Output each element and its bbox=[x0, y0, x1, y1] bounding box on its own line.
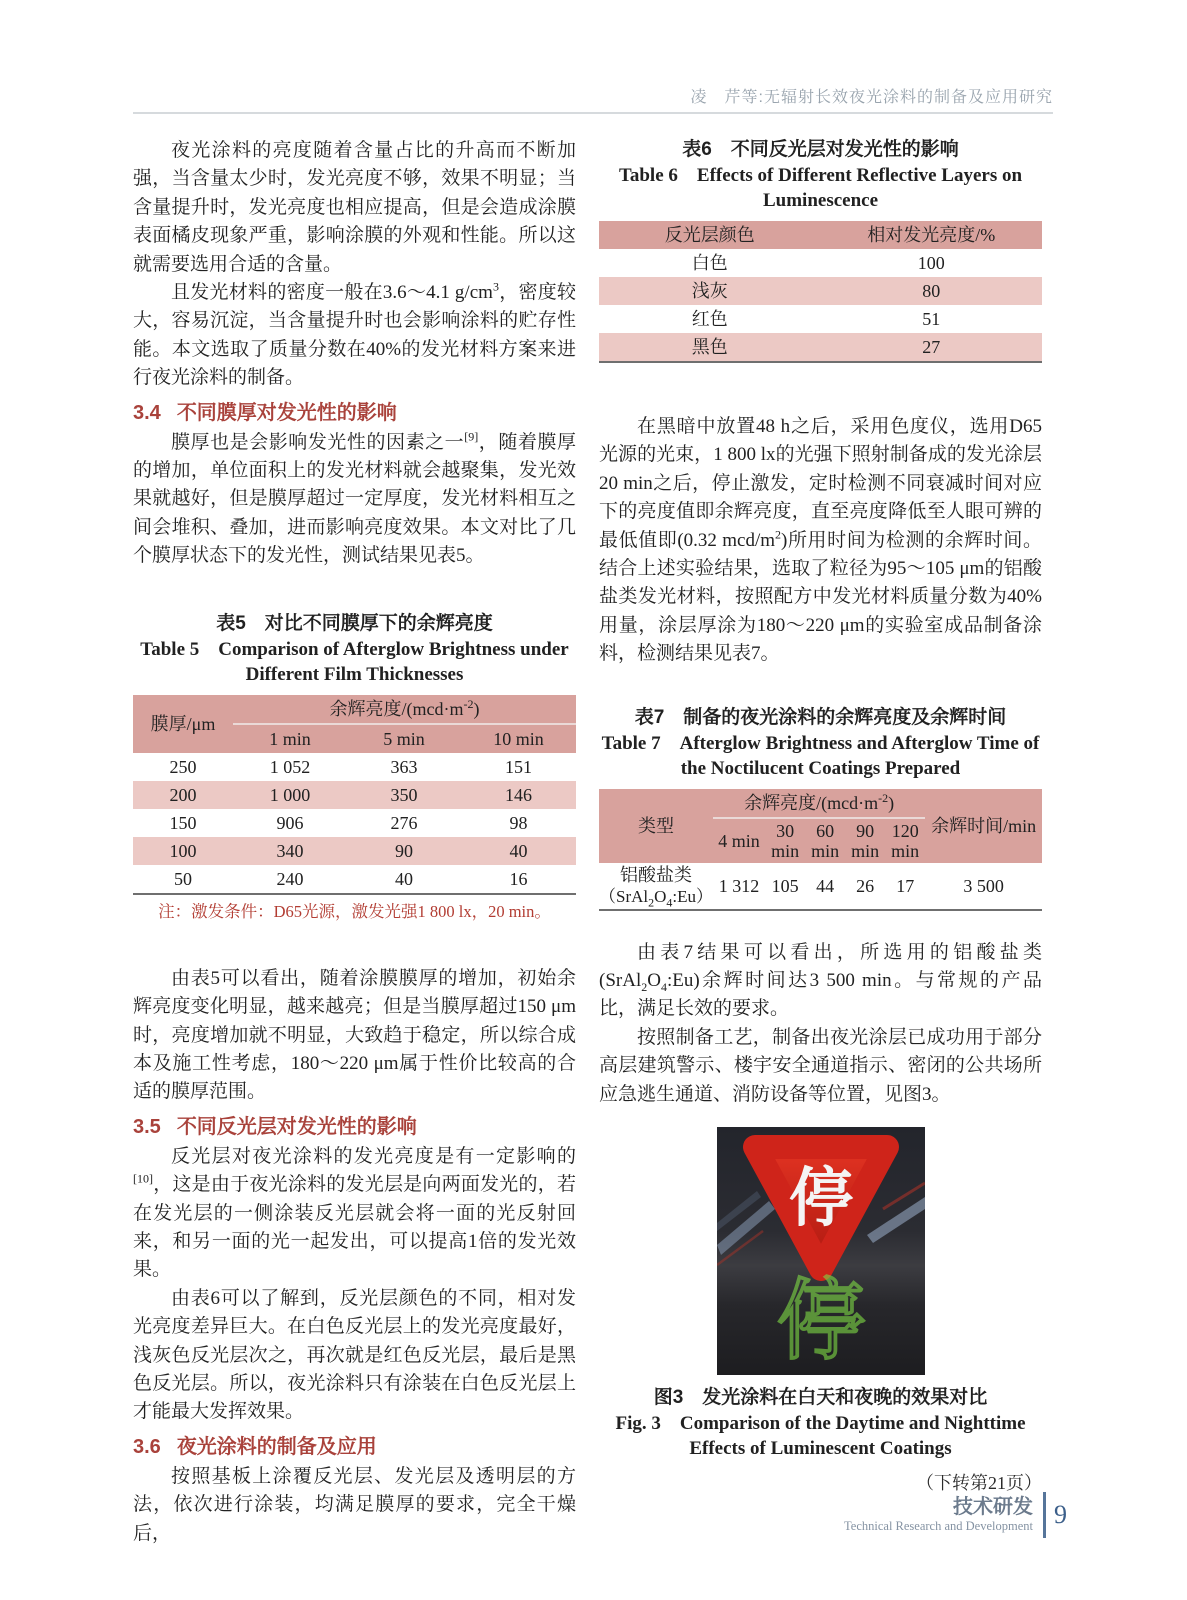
section-number: 3.5 bbox=[133, 1115, 161, 1138]
table-cell: 红色 bbox=[691, 309, 728, 329]
table5-note: 注：激发条件：D65光源，激发光强1 800 lx，20 min。 bbox=[158, 901, 551, 921]
table-cell: 250 bbox=[169, 756, 197, 777]
table-cell: 1 052 bbox=[269, 756, 311, 777]
section-heading-3-5 bbox=[133, 1113, 576, 1141]
table-cell: 浅灰 bbox=[599, 277, 821, 305]
table-cell: 150 bbox=[169, 812, 197, 833]
table7-subheader: 60 min bbox=[805, 818, 845, 863]
section-heading-3-6 bbox=[133, 1433, 576, 1461]
table7-header bbox=[599, 789, 1042, 863]
paragraph: 且发光材料的密度一般在3.6～4.1 $g/cm^3$，密度较大，容易沉淀，当含量提升时也会影响涂料的贮存性能。本文选取了质量分数在40%的发光材料方案来进行夜光涂料的制备。 bbox=[133, 279, 576, 389]
table5-block bbox=[133, 611, 576, 923]
table6-col-header: 相对发光亮度/% bbox=[821, 221, 1043, 249]
table-cell: 340 bbox=[233, 837, 347, 865]
table-cell: 240 bbox=[276, 868, 304, 889]
figure3-caption-zh: 图3 发光涂料在白天和夜晚的效果对比 bbox=[653, 1387, 988, 1409]
paragraph: 由表7结果可以看出，所选用的铝酸盐类$(SrAl_2O_4:Eu)$余辉时间达3 500 min。与常规的产品比，满足长效的要求。 bbox=[599, 941, 1042, 1020]
table7-col-type: 类型 bbox=[599, 789, 713, 863]
table5-subheader: 1 min bbox=[233, 724, 347, 753]
table7-col-time: 余辉时间/min bbox=[925, 789, 1042, 863]
table6-caption-en: Table 6 Effects of Different Reflective Layers on Luminescence bbox=[618, 165, 1023, 211]
footer-section-en: Technical Research and Development bbox=[844, 1519, 1033, 1533]
type-line2: $(SrAl_2O_4:Eu)$ bbox=[599, 886, 714, 910]
table7 bbox=[599, 789, 1042, 911]
table-cell: 80 bbox=[821, 277, 1043, 305]
table7-subheader: 120 min bbox=[885, 818, 925, 863]
section-title: 不同膜厚对发光性的影响 bbox=[176, 401, 397, 424]
table6-header bbox=[599, 221, 1042, 249]
table-cell: 27 bbox=[821, 333, 1043, 362]
section-number: 3.4 bbox=[133, 401, 161, 424]
table7-subheader: 90 min bbox=[845, 818, 885, 863]
table5-subheader: 5 min bbox=[347, 724, 461, 753]
table-row bbox=[133, 781, 576, 809]
table-cell: 276 bbox=[390, 812, 418, 833]
table-cell: 26 bbox=[856, 875, 875, 896]
stop-sign-photo bbox=[717, 1127, 925, 1375]
table7-subheader: 30 min bbox=[765, 818, 805, 863]
figure3 bbox=[717, 1127, 925, 1375]
table5-group-header: 余辉亮度$/(mcd\cdot m^{-2})$ bbox=[233, 695, 576, 724]
table-cell: 146 bbox=[461, 781, 576, 809]
table-row bbox=[133, 753, 576, 781]
table6 bbox=[599, 221, 1042, 363]
table-cell: 100 bbox=[917, 253, 945, 273]
table5-col-header: 膜厚/μm bbox=[133, 695, 233, 753]
table5 bbox=[133, 695, 576, 895]
table-cell: 50 bbox=[174, 868, 192, 889]
table6-col-header: 反光层颜色 bbox=[599, 221, 821, 249]
table-cell: 44 bbox=[816, 875, 835, 896]
table7-subheader: 4 min bbox=[713, 818, 765, 863]
table7-caption-en: Table 7 Afterglow Brightness and Afterglow Time of the Noctilucent Coatings Prepared bbox=[601, 732, 1040, 779]
table5-header bbox=[133, 695, 576, 753]
table-cell: 1 312 bbox=[718, 875, 760, 896]
paragraph: 由表5可以看出，随着涂膜膜厚的增加，初始余辉亮度变化明显，越来越亮；但是当膜厚超过150 μm时，亮度增加就不明显，大致趋于稳定，所以综合成本及施工性考虑，180～220 μm属于性价比较高的合适的膜厚范围。 bbox=[133, 967, 576, 1103]
paragraph: 在黑暗中放置48 h之后，采用色度仪，选用D65光源的光束，1 800 lx的光强下照射制备成的发光涂层20 min之后，停止激发，定时检测不同衰减时间对应下的亮度值即余辉亮度，直至亮度降低至人眼可辨的最低值即(0.32 mcd/$m^2$)所用时间为检测的余辉时间。结合上述实验结果，选取了粒径为95～105 μm的铝酸盐类发光材料，按照配方中发光材料质量分数为40%用量，涂层厚涂为180～220 μm的实验室成品制备涂料，检测结果见表7。 bbox=[599, 416, 1042, 665]
table6-block bbox=[599, 137, 1042, 363]
section-number: 3.6 bbox=[133, 1435, 161, 1458]
table-cell: 1 000 bbox=[233, 781, 347, 809]
type-line1: 铝酸盐类 bbox=[620, 864, 692, 885]
table5-caption-en: Table 5 Comparison of Afterglow Brightness under Different Film Thicknesses bbox=[140, 638, 569, 685]
section-title: 不同反光层对发光性的影响 bbox=[176, 1115, 417, 1138]
section-heading-3-4 bbox=[133, 399, 576, 427]
table-cell: 151 bbox=[505, 756, 532, 777]
table-cell: 906 bbox=[276, 812, 304, 833]
paragraph: 按照制备工艺，制备出夜光涂层已成功用于部分高层建筑警示、楼宇安全通道指示、密闭的公共场所应急逃生通道、消防设备等位置，见图3。 bbox=[599, 1026, 1042, 1105]
table-cell: 黑色 bbox=[599, 333, 821, 362]
paragraph: 反光层对夜光涂料的发光亮度是有一定影响的[10]，这是由于夜光涂料的发光层是向两面发光的，若在发光层的一侧涂装反光层就会将一面的光反射回来，和另一面的光一起发出，可以提高1倍的发光效果。 bbox=[133, 1145, 576, 1281]
paragraph: 膜厚也是会影响发光性的因素之一[9]，随着膜厚的增加，单位面积上的发光材料就会越聚集，发光效果就越好，但是膜厚超过一定厚度，发光材料相互之间会堆积、叠加，进而影响亮度效果。本文对比了几个膜厚状态下的发光性，测试结果见表5。 bbox=[133, 429, 576, 567]
table-cell: 17 bbox=[896, 875, 915, 896]
table-cell-type bbox=[599, 863, 713, 910]
continuation-note: （下转第21页） bbox=[916, 1473, 1042, 1494]
footer-section bbox=[844, 1496, 1043, 1534]
table-cell: 51 bbox=[922, 309, 941, 329]
figure3-caption-en: Fig. 3 Comparison of the Daytime and Nighttime Effects of Luminescent Coatings bbox=[615, 1413, 1026, 1460]
table-row bbox=[133, 809, 576, 837]
table6-caption-zh: 表6 不同反光层对发光性的影响 bbox=[682, 139, 959, 160]
table7-block bbox=[599, 705, 1042, 911]
paragraph: 夜光涂料的亮度随着含量占比的升高而不断加强，当含量太少时，发光亮度不够，效果不明显；当含量提升时，发光亮度也相应提高，但是会造成涂膜表面橘皮现象严重，影响涂膜的外观和性能。所以这就需要选用合适的含量。 bbox=[133, 140, 576, 275]
table5-caption-zh: 表5 对比不同膜厚下的余辉亮度 bbox=[216, 612, 493, 634]
table5-subheader: 10 min bbox=[461, 724, 576, 753]
table-cell: 16 bbox=[509, 868, 528, 889]
paragraph: 按照基板上涂覆反光层、发光层及透明层的方法，依次进行涂装，均满足膜厚的要求，完全干燥后， bbox=[133, 1465, 576, 1544]
footer-section-zh: 技术研发 bbox=[953, 1496, 1033, 1518]
table-cell: 40 bbox=[461, 837, 576, 865]
table-row bbox=[599, 249, 1042, 277]
left-column bbox=[133, 133, 576, 1548]
running-head: 凌 芹等:无辐射长效夜光涂料的制备及应用研究 bbox=[690, 89, 1053, 106]
table-cell: 3 500 bbox=[963, 875, 1004, 896]
table-cell: 105 bbox=[771, 875, 799, 896]
table-cell: 98 bbox=[509, 812, 528, 833]
table-row bbox=[599, 333, 1042, 362]
stop-char-day: 停 bbox=[788, 1162, 853, 1235]
table-cell: 363 bbox=[390, 756, 418, 777]
table-row bbox=[133, 865, 576, 894]
table-row bbox=[599, 305, 1042, 333]
table7-group-header: 余辉亮度$/(mcd\cdot m^{-2})$ bbox=[713, 789, 925, 818]
table7-caption-zh: 表7 制备的夜光涂料的余辉亮度及余辉时间 bbox=[634, 706, 1007, 728]
paragraph: 由表6可以了解到，反光层颜色的不同，相对发光亮度差异巨大。在白色反光层上的发光亮度最好，浅灰色反光层次之，再次就是红色反光层，最后是黑色反光层。所以，夜光涂料只有涂装在白色反光层上才能最大发挥效果。 bbox=[133, 1287, 576, 1423]
table-cell: 40 bbox=[395, 868, 413, 889]
stop-char-night-glow: 停 bbox=[776, 1271, 865, 1371]
right-column bbox=[599, 133, 1042, 1498]
table-cell: 白色 bbox=[691, 253, 728, 273]
table-row bbox=[599, 277, 1042, 305]
table-cell: 100 bbox=[133, 837, 233, 865]
header-rule bbox=[133, 112, 1053, 114]
table-cell: 90 bbox=[347, 837, 461, 865]
table-cell: 200 bbox=[133, 781, 233, 809]
table-row bbox=[599, 863, 1042, 910]
page-number: 9 bbox=[1054, 1500, 1067, 1529]
page-footer bbox=[133, 1492, 1067, 1538]
section-title: 夜光涂料的制备及应用 bbox=[176, 1435, 377, 1458]
table-row bbox=[133, 837, 576, 865]
table-cell: 350 bbox=[347, 781, 461, 809]
